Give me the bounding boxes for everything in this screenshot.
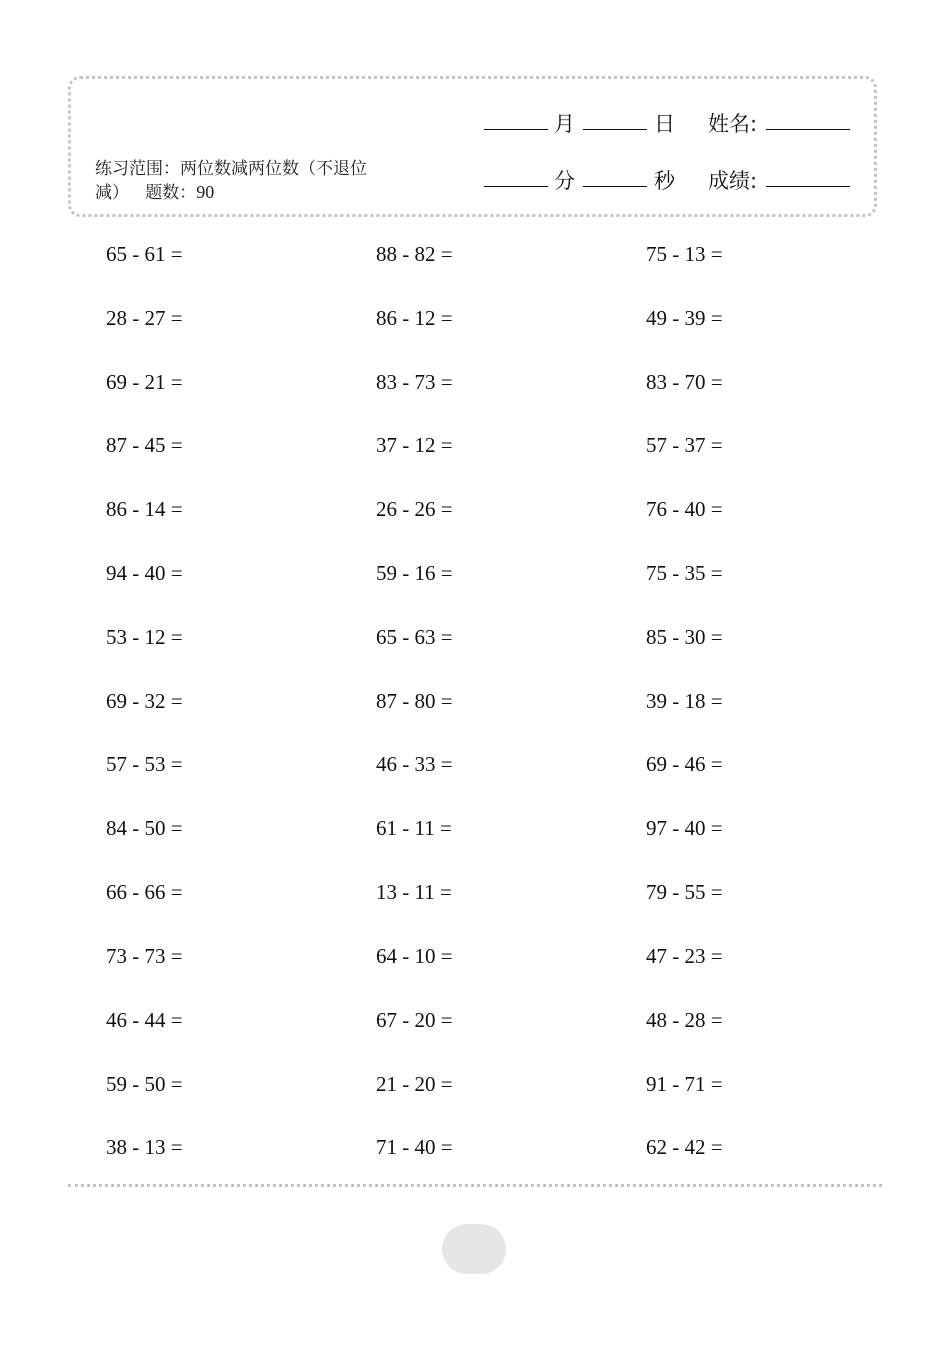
problem: 48 - 28 =: [646, 1008, 723, 1032]
minute-label: 分: [554, 169, 575, 193]
problem: 79 - 55 =: [646, 880, 723, 904]
minute-blank[interactable]: [484, 186, 548, 187]
problem: 38 - 13 =: [106, 1135, 183, 1159]
problem: 91 - 71 =: [646, 1072, 723, 1096]
problem: 28 - 27 =: [106, 306, 183, 330]
problem: 62 - 42 =: [646, 1135, 723, 1159]
name-label: 姓名:: [708, 112, 758, 136]
problem: 97 - 40 =: [646, 816, 723, 840]
day-label: 日: [654, 112, 675, 136]
bottom-divider: [68, 1184, 882, 1187]
problem: 57 - 37 =: [646, 433, 723, 457]
second-blank[interactable]: [583, 186, 647, 187]
problem: 69 - 21 =: [106, 370, 183, 394]
problem: 66 - 66 =: [106, 880, 183, 904]
problem: 75 - 13 =: [646, 242, 723, 266]
problem: 49 - 39 =: [646, 306, 723, 330]
problem: 67 - 20 =: [376, 1008, 453, 1032]
problem: 59 - 50 =: [106, 1072, 183, 1096]
problem: 71 - 40 =: [376, 1135, 453, 1159]
problem: 46 - 33 =: [376, 752, 453, 776]
problem: 87 - 45 =: [106, 433, 183, 457]
problem: 26 - 26 =: [376, 497, 453, 521]
month-blank[interactable]: [484, 129, 548, 130]
problem: 13 - 11 =: [376, 880, 452, 904]
problem: 75 - 35 =: [646, 561, 723, 585]
problem: 59 - 16 =: [376, 561, 453, 585]
problem: 69 - 32 =: [106, 689, 183, 713]
problem: 39 - 18 =: [646, 689, 723, 713]
problem: 57 - 53 =: [106, 752, 183, 776]
month-label: 月: [554, 112, 575, 136]
problem: 37 - 12 =: [376, 433, 453, 457]
problem: 86 - 12 =: [376, 306, 453, 330]
count-label: 题数：: [145, 183, 197, 203]
scope-text: 练习范围：两位数减两位数（不退位减）: [95, 159, 367, 203]
problem: 88 - 82 =: [376, 242, 453, 266]
problem: 64 - 10 =: [376, 944, 453, 968]
problem: 76 - 40 =: [646, 497, 723, 521]
second-label: 秒: [654, 169, 675, 193]
page-number-badge: [442, 1224, 506, 1274]
score-blank[interactable]: [766, 186, 850, 187]
problem: 94 - 40 =: [106, 561, 183, 585]
problem: 53 - 12 =: [106, 625, 183, 649]
practice-scope: [95, 158, 380, 205]
problem: 69 - 46 =: [646, 752, 723, 776]
problem: 83 - 73 =: [376, 370, 453, 394]
day-blank[interactable]: [583, 129, 647, 130]
problem: 84 - 50 =: [106, 816, 183, 840]
problem: 65 - 63 =: [376, 625, 453, 649]
problem: 61 - 11 =: [376, 816, 452, 840]
problem: 46 - 44 =: [106, 1008, 183, 1032]
problem: 21 - 20 =: [376, 1072, 453, 1096]
count-value: 90: [196, 182, 215, 202]
problem: 47 - 23 =: [646, 944, 723, 968]
score-label: 成绩:: [708, 169, 758, 193]
problem: 85 - 30 =: [646, 625, 723, 649]
problem: 87 - 80 =: [376, 689, 453, 713]
problem: 65 - 61 =: [106, 242, 183, 266]
problem: 73 - 73 =: [106, 944, 183, 968]
problem: 83 - 70 =: [646, 370, 723, 394]
problem: 86 - 14 =: [106, 497, 183, 521]
name-blank[interactable]: [766, 129, 850, 130]
